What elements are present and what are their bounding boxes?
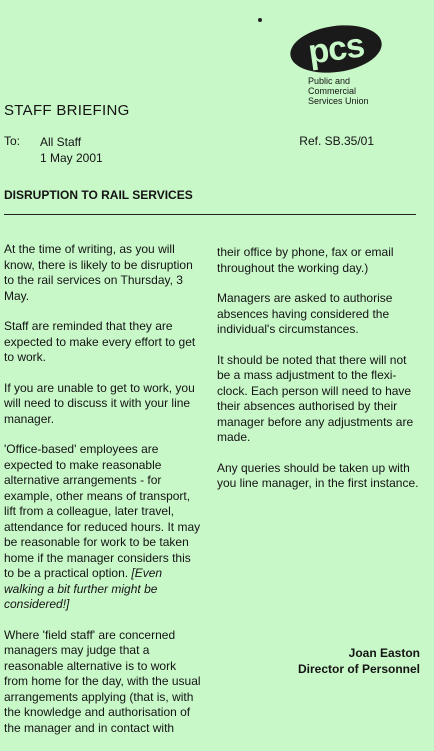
union-name-line: Public and (308, 76, 351, 86)
paragraph (4, 442, 202, 613)
to-label: To: (4, 134, 21, 148)
document-title: STAFF BRIEFING (4, 102, 130, 119)
signatory-name: Joan Easton (348, 646, 420, 660)
recipient-block (40, 134, 103, 166)
signatory-title: Director of Personnel (297, 662, 420, 676)
paragraph: Where 'field staff' are concerned managers may judge that a reasonable alternative is to work from home for the day, with the usual arrangements applying (that is, with the knowledge and authorisation of the manager and in contact with (4, 627, 201, 735)
section-heading: DISRUPTION TO RAIL SERVICES (4, 188, 193, 202)
italic-aside: [Even walking a bit further might be considered!] (4, 566, 163, 611)
paragraph: their office by phone, fax or email throughout the working day.) (217, 245, 394, 275)
paragraph: Any queries should be taken up with you line manager, in the first instance. (217, 460, 419, 490)
recipient: All Staff (40, 135, 82, 149)
union-name-line: Services Union (308, 96, 369, 106)
paragraph-text: 'Office-based' employees are expected to make reasonable alternative arrangements - for example, other means of transport, lift from a colleague, later travel, attendance for reduced hours. It may be reasonable for work to be taken home if the manager considers this to be a practical option. (4, 442, 201, 580)
paragraph: Staff are reminded that they are expected to make every effort to get to work. (4, 319, 196, 364)
paragraph: It should be noted that there will not be a mass adjustment to the flexi-clock. Each person will need to have their absences authorised by their manager before any adjustments are made. (217, 352, 414, 444)
pcs-logo (290, 26, 400, 106)
speck-mark (258, 18, 262, 22)
paragraph: If you are unable to get to work, you will need to discuss it with your line manager. (4, 380, 195, 426)
date: 1 May 2001 (40, 151, 103, 165)
union-name (308, 76, 400, 106)
paragraph: At the time of writing, as you will know, there is likely to be disruption to the rail services on Thursday, 3 May. (4, 242, 193, 303)
reference-number: Ref. SB.35/01 (299, 134, 374, 148)
left-column (4, 242, 202, 751)
logo-oval (287, 20, 385, 78)
logo-text: pcs (305, 26, 367, 72)
right-column (217, 245, 420, 507)
union-name-line: Commercial (308, 86, 357, 96)
paragraph: Managers are asked to authorise absences having considered the individual's circumstances. (217, 291, 393, 336)
divider (4, 214, 416, 215)
